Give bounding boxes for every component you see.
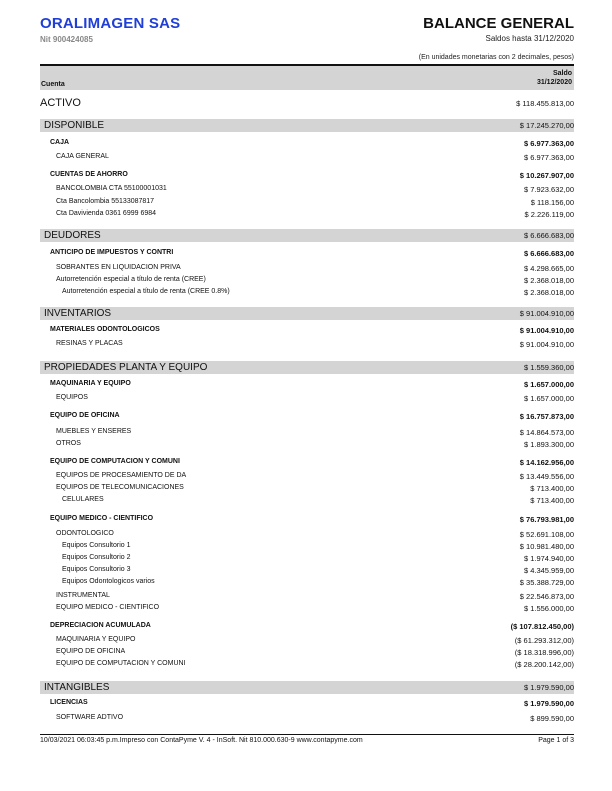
account-name: INSTRUMENTAL	[56, 592, 110, 599]
footer-print-info: 10/03/2021 06:03:45 p.m.Impreso con ContaPyme V. 4 - InSoft. Nit 810.000.630-9 www.contapyme.com	[40, 737, 363, 744]
account-name: EQUIPO DE OFICINA	[56, 648, 126, 655]
account-balance: $ 17.245.270,00	[519, 121, 574, 130]
account-balance: $ 4.298.665,00	[523, 264, 574, 273]
account-name: CUENTAS DE AHORRO	[50, 171, 128, 178]
account-balance: $ 4.345.959,00	[523, 566, 574, 575]
account-balance: $ 7.923.632,00	[523, 185, 574, 194]
account-name: EQUIPO MEDICO - CIENTIFICO	[56, 604, 160, 611]
account-name: Cta Davivienda 0361 6999 6984	[56, 210, 157, 217]
account-name: INVENTARIOS	[44, 308, 112, 319]
account-balance: $ 10.267.907,00	[519, 171, 574, 180]
account-name: CAJA	[50, 139, 70, 146]
column-account-label: Cuenta	[41, 81, 65, 88]
account-name: CAJA GENERAL	[56, 153, 109, 160]
account-name: PROPIEDADES PLANTA Y EQUIPO	[44, 362, 208, 373]
account-balance: $ 1.893.300,00	[523, 440, 574, 449]
account-balance: $ 6.666.683,00	[523, 249, 574, 258]
account-name: DEPRECIACION ACUMULADA	[50, 622, 151, 629]
account-balance: $ 1.657.000,00	[523, 394, 574, 403]
account-name: EQUIPO MEDICO - CIENTIFICO	[50, 515, 154, 522]
report-title: BALANCE GENERAL	[423, 15, 574, 32]
account-balance: $ 1.559.360,00	[523, 363, 574, 372]
company-name: ORALIMAGEN SAS	[40, 15, 181, 32]
account-name: EQUIPOS	[56, 394, 88, 401]
account-balance: ($ 61.293.312,00)	[514, 636, 574, 645]
account-balance: $ 52.691.108,00	[519, 530, 574, 539]
company-nit: Nit 900424085	[40, 35, 93, 44]
account-balance: $ 1.657.000,00	[523, 380, 574, 389]
account-name: Equipos Consultorio 1	[62, 542, 131, 549]
account-name: Autorretención especial a título de renta (CREE 0.8%)	[62, 288, 230, 295]
account-name: OTROS	[56, 440, 81, 447]
account-balance: $ 6.977.363,00	[523, 153, 574, 162]
account-name: EQUIPO DE OFICINA	[50, 412, 120, 419]
account-balance: $ 91.004.910,00	[519, 326, 574, 335]
footer-rule	[40, 734, 574, 735]
page-number: Page 1 of 3	[538, 737, 574, 744]
account-balance: $ 2.368.018,00	[523, 276, 574, 285]
account-name: EQUIPOS DE PROCESAMIENTO DE DA	[56, 472, 187, 479]
account-balance: $ 14.864.573,00	[519, 428, 574, 437]
account-name: ANTICIPO DE IMPUESTOS Y CONTRI	[50, 249, 174, 256]
section-row	[40, 119, 574, 132]
report-subtitle: Saldos hasta 31/12/2020	[485, 34, 574, 43]
column-balance-line1: Saldo	[552, 70, 572, 77]
account-balance: $ 713.400,00	[530, 496, 574, 505]
account-balance: $ 2.368.018,00	[523, 288, 574, 297]
account-balance: $ 16.757.873,00	[519, 412, 574, 421]
account-name: INTANGIBLES	[44, 682, 110, 693]
section-row	[40, 307, 574, 320]
units-note: (En unidades monetarias con 2 decimales, pesos)	[418, 54, 574, 61]
account-name: Equipos Odontologicos varios	[62, 578, 155, 585]
account-name: EQUIPOS DE TELECOMUNICACIONES	[56, 484, 184, 491]
section-row	[40, 681, 574, 694]
account-balance: $ 1.979.590,00	[523, 699, 574, 708]
account-name: EQUIPO DE COMPUTACION Y COMUNI	[50, 458, 180, 465]
account-balance: ($ 28.200.142,00)	[514, 660, 574, 669]
account-balance: $ 13.449.556,00	[519, 472, 574, 481]
account-name: ODONTOLOGICO	[56, 530, 114, 537]
account-name: Autorretención especial a título de renta (CREE)	[56, 276, 206, 283]
account-balance: $ 1.974.940,00	[523, 554, 574, 563]
account-balance: $ 2.226.119,00	[524, 210, 574, 219]
section-row	[40, 361, 574, 374]
account-name: BANCOLOMBIA CTA 55100001031	[56, 185, 167, 192]
account-balance: $ 91.004.910,00	[519, 309, 574, 318]
account-name: SOFTWARE ADTIVO	[56, 714, 124, 721]
account-balance: $ 14.162.956,00	[519, 458, 574, 467]
account-balance: $ 118.156,00	[530, 198, 574, 207]
account-balance: $ 10.981.480,00	[519, 542, 574, 551]
account-name: CELULARES	[62, 496, 104, 503]
account-balance: $ 91.004.910,00	[519, 340, 574, 349]
account-balance: $ 6.666.683,00	[523, 231, 574, 240]
account-balance: $ 22.546.873,00	[519, 592, 574, 601]
account-balance: $ 118.455.813,00	[516, 99, 574, 108]
account-name: DISPONIBLE	[44, 120, 105, 131]
account-balance: $ 35.388.729,00	[519, 578, 574, 587]
account-name: LICENCIAS	[50, 699, 88, 706]
account-name: RESINAS Y PLACAS	[56, 340, 123, 347]
account-balance: $ 713.400,00	[530, 484, 574, 493]
account-balance: $ 6.977.363,00	[523, 139, 574, 148]
section-row	[40, 229, 574, 242]
account-balance: ($ 18.318.996,00)	[514, 648, 574, 657]
account-name: MUEBLES Y ENSERES	[56, 428, 132, 435]
account-name: MAQUINARIA Y EQUIPO	[56, 636, 136, 643]
account-name: Equipos Consultorio 2	[62, 554, 131, 561]
account-name: EQUIPO DE COMPUTACION Y COMUNI	[56, 660, 186, 667]
account-name: SOBRANTES EN LIQUIDACION PRIVA	[56, 264, 181, 271]
account-name: DEUDORES	[44, 230, 101, 241]
account-balance: $ 76.793.981,00	[519, 515, 574, 524]
account-name: Cta Bancolombia 55133087817	[56, 198, 155, 205]
account-balance: $ 899.590,00	[530, 714, 574, 723]
account-name: MAQUINARIA Y EQUIPO	[50, 380, 131, 387]
account-name: ACTIVO	[40, 97, 81, 109]
column-balance-line2: 31/12/2020	[536, 79, 572, 86]
balance-table	[40, 0, 574, 791]
account-balance: $ 1.556.000,00	[523, 604, 574, 613]
account-name: Equipos Consultorio 3	[62, 566, 131, 573]
account-name: MATERIALES ODONTOLOGICOS	[50, 326, 160, 333]
account-balance: $ 1.979.590,00	[523, 683, 574, 692]
account-balance: ($ 107.812.450,00)	[510, 622, 574, 631]
